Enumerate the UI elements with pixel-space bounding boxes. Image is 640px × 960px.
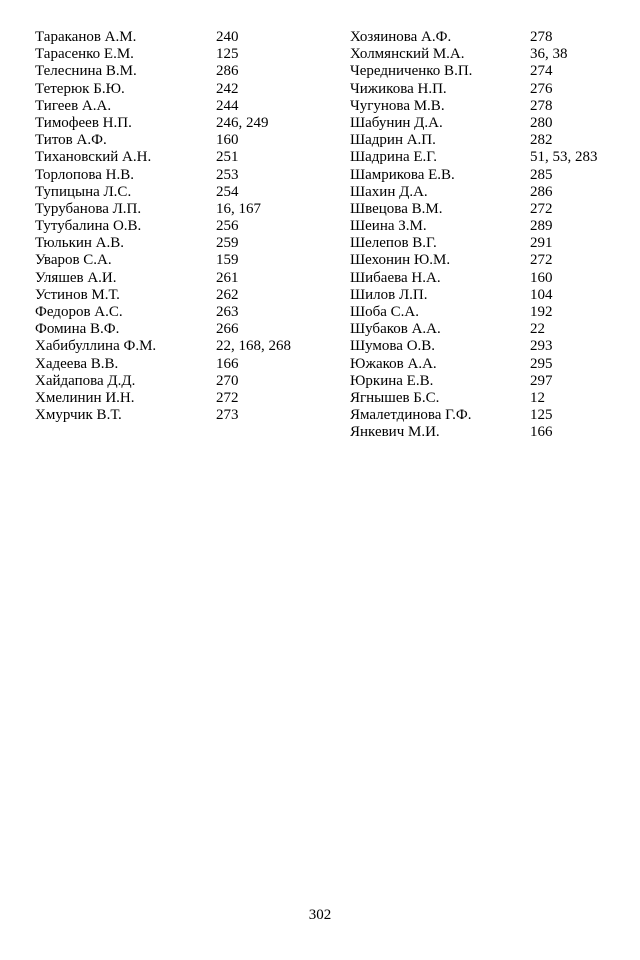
entry-name: Тигеев А.А. — [35, 97, 112, 114]
entry-pages: 251 — [216, 149, 239, 166]
entry-pages: 274 — [530, 63, 553, 80]
entry-pages: 246, 249 — [216, 114, 269, 131]
entry-name: Шелепов В.Г. — [350, 235, 437, 252]
entry-name: Чередниченко В.П. — [350, 63, 473, 80]
entry-pages: 263 — [216, 304, 239, 320]
entry-name: Уваров С.А. — [35, 252, 112, 269]
entry-pages: 282 — [530, 132, 553, 149]
entry-name: Шубаков А.А. — [350, 321, 441, 338]
entry-name: Хайдапова Д.Д. — [35, 372, 136, 389]
entry-name: Шабунин Д.А. — [350, 114, 443, 131]
entry-name: Турубанова Л.П. — [35, 200, 142, 217]
entry-pages: 273 — [216, 407, 239, 424]
entry-pages: 272 — [530, 252, 553, 269]
entry-pages: 286 — [530, 183, 553, 200]
entry-name: Тупицына Л.С. — [35, 183, 132, 200]
entry-name: Тетерюк Б.Ю. — [35, 80, 125, 97]
entry-pages: 12 — [530, 389, 545, 406]
entry-pages: 295 — [530, 355, 553, 372]
entry-pages: 159 — [216, 252, 239, 269]
entry-pages: 262 — [216, 286, 239, 303]
entry-name: Телеснина В.М. — [35, 63, 137, 80]
entry-pages: 51, 53, 283 — [530, 149, 598, 166]
entry-pages: 259 — [216, 235, 239, 252]
entry-name: Торлопова Н.В. — [35, 166, 134, 183]
entry-pages: 289 — [530, 218, 553, 235]
entry-name: Тутубалина О.В. — [35, 218, 142, 235]
entry-name: Южаков А.А. — [350, 355, 437, 372]
entry-name: Хадеева В.В. — [35, 355, 119, 372]
entry-name: Шоба С.А. — [350, 304, 420, 320]
entry-name: Уляшев А.И. — [35, 269, 117, 286]
entry-pages: 160 — [216, 132, 239, 149]
entry-name: Хабибуллина Ф.М. — [35, 338, 157, 355]
entry-pages: 280 — [530, 114, 553, 131]
entry-name: Чижикова Н.П. — [350, 80, 447, 97]
entry-name: Тихановский А.Н. — [35, 149, 152, 166]
entry-name: Юркина Е.В. — [350, 372, 434, 389]
entry-pages: 261 — [216, 269, 239, 286]
entry-name: Хмелинин И.Н. — [35, 389, 135, 406]
entry-pages: 125 — [216, 46, 239, 63]
entry-pages: 125 — [530, 407, 553, 424]
entry-name: Швецова В.М. — [350, 200, 443, 217]
entry-pages: 22 — [530, 321, 545, 338]
entry-pages: 272 — [530, 200, 553, 217]
entry-pages: 285 — [530, 166, 553, 183]
entry-name: Шадрин А.П. — [350, 132, 436, 149]
entry-name: Фомина В.Ф. — [35, 321, 120, 338]
entry-pages: 36, 38 — [530, 46, 568, 63]
entry-pages: 276 — [530, 80, 553, 97]
entry-pages: 256 — [216, 218, 239, 235]
entry-pages: 104 — [530, 286, 553, 303]
entry-pages: 244 — [216, 97, 239, 114]
entry-name: Ягнышев Б.С. — [350, 389, 440, 406]
entry-pages: 278 — [530, 29, 553, 45]
entry-pages: 286 — [216, 63, 239, 80]
entry-name: Хозяинова А.Ф. — [350, 29, 452, 45]
entry-pages: 297 — [530, 372, 553, 389]
entry-name: Шехонин Ю.М. — [350, 252, 451, 269]
entry-name: Устинов М.Т. — [35, 286, 120, 303]
entry-pages: 253 — [216, 166, 239, 183]
entry-pages: 266 — [216, 321, 239, 338]
entry-name: Холмянский М.А. — [350, 46, 465, 63]
entry-pages: 22, 168, 268 — [216, 338, 291, 355]
entry-pages: 166 — [530, 424, 553, 441]
entry-pages: 242 — [216, 80, 239, 97]
entry-pages: 254 — [216, 183, 239, 200]
entry-name: Шумова О.В. — [350, 338, 436, 355]
entry-pages: 192 — [530, 304, 553, 320]
entry-pages: 278 — [530, 97, 553, 114]
entry-name: Тимофеев Н.П. — [35, 114, 132, 131]
entry-pages: 166 — [216, 355, 239, 372]
entry-name: Тараканов А.М. — [35, 29, 137, 45]
entry-name: Шамрикова Е.В. — [350, 166, 455, 183]
entry-pages: 291 — [530, 235, 553, 252]
entry-name: Шахин Д.А. — [350, 183, 428, 200]
entry-name: Ямалетдинова Г.Ф. — [350, 407, 472, 424]
entry-name: Федоров А.С. — [35, 304, 123, 320]
entry-pages: 270 — [216, 372, 239, 389]
entry-name: Чугунова М.В. — [350, 97, 445, 114]
entry-name: Шибаева Н.А. — [350, 269, 441, 286]
entry-pages: 16, 167 — [216, 200, 261, 217]
entry-name: Шеина З.М. — [350, 218, 427, 235]
entry-name: Шадрина Е.Г. — [350, 149, 438, 166]
entry-name: Хмурчик В.Т. — [35, 407, 122, 424]
entry-pages: 272 — [216, 389, 239, 406]
entry-name: Янкевич М.И. — [350, 424, 440, 441]
entry-pages: 240 — [216, 29, 239, 45]
entry-name: Тюлькин А.В. — [35, 235, 125, 252]
entry-name: Тарасенко Е.М. — [35, 46, 134, 63]
entry-name: Шилов Л.П. — [350, 286, 428, 303]
page-number: 302 — [308, 907, 332, 923]
entry-pages: 160 — [530, 269, 553, 286]
entry-pages: 293 — [530, 338, 553, 355]
entry-name: Титов А.Ф. — [35, 132, 107, 149]
